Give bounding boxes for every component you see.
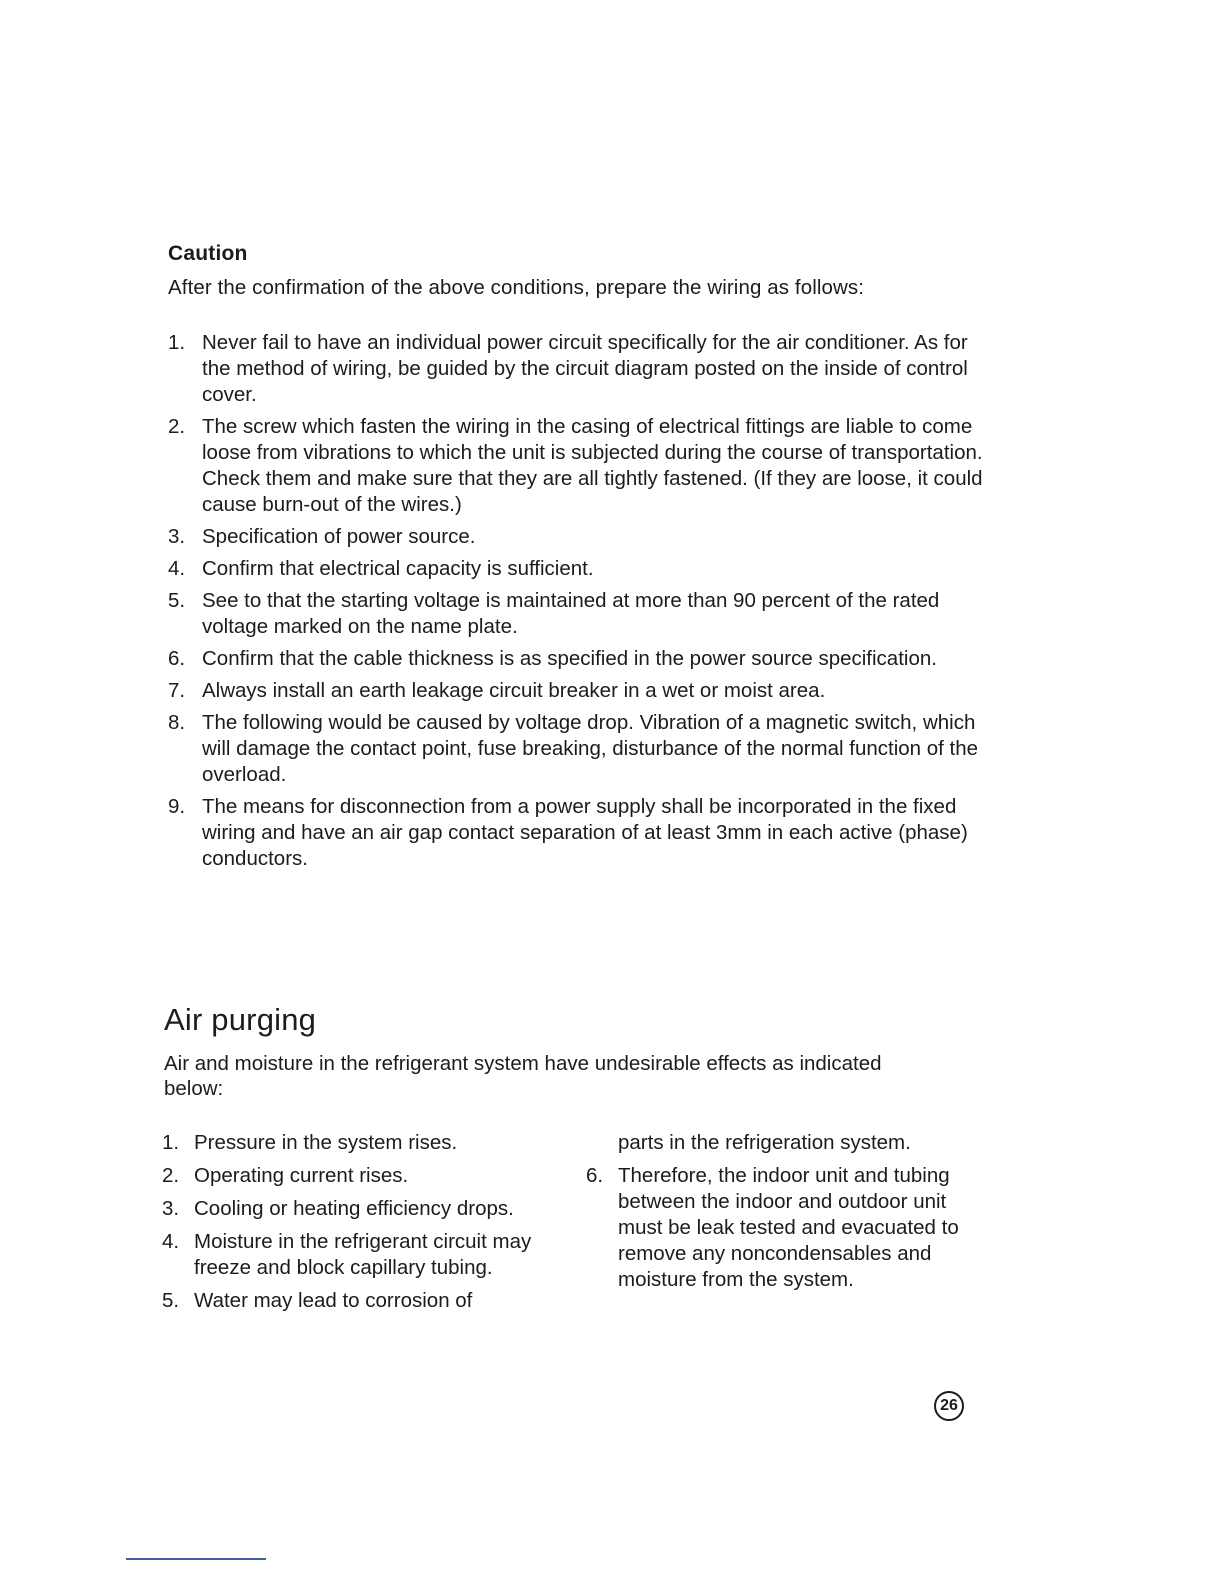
list-item [162,1163,562,1189]
item-number: 1. [162,1131,180,1154]
item-text: The means for disconnection from a power supply shall be incorporated in the fixed wiring and have an air gap contact separation of at least 3mm in each active (phase) conductors. [202,795,968,870]
caution-list [168,330,988,878]
purge-list-right [586,1130,976,1300]
item-number: 7. [168,679,186,702]
item-number: 8. [168,711,186,734]
list-item [168,556,988,582]
item-text: Never fail to have an individual power circuit specifically for the air conditioner. As for the method of wiring, be guided by the circuit diagram posted on the inside of control cover. [202,331,968,406]
list-item [168,646,988,672]
list-item [162,1130,562,1156]
caution-title: Caution [168,242,248,265]
list-item [162,1288,562,1314]
footer-rule [126,1558,266,1560]
section-heading: Air purging [164,1002,317,1037]
item-number: 5. [168,589,186,612]
purge-list-left [162,1130,562,1321]
list-item [168,678,988,704]
item-text: Moisture in the refrigerant circuit may freeze and block capillary tubing. [194,1230,532,1279]
list-item [168,794,988,872]
item-number: 4. [162,1230,180,1253]
item-text: Therefore, the indoor unit and tubing between the indoor and outdoor unit must be leak tested and evacuated to remove any noncondensables and moisture from the system. [618,1164,959,1291]
item-number: 2. [168,415,186,438]
item-text: Pressure in the system rises. [194,1131,458,1154]
item-number: 6. [168,647,186,670]
list-item [168,710,988,788]
item-text: The following would be caused by voltage drop. Vibration of a magnetic switch, which will damage the contact point, fuse breaking, disturbance of the normal function of the overload. [202,711,979,786]
list-item [162,1229,562,1281]
item-text: Confirm that the cable thickness is as specified in the power source specification. [202,647,937,670]
item-text: Water may lead to corrosion of [194,1289,473,1312]
list-item [162,1196,562,1222]
item-number: 3. [168,525,186,548]
caution-intro: After the confirmation of the above conditions, prepare the wiring as follows: [168,276,865,299]
item-text: Confirm that electrical capacity is sufficient. [202,557,594,580]
item-number: 4. [168,557,186,580]
item-text: parts in the refrigeration system. [618,1131,911,1154]
list-item [168,524,988,550]
item-number: 5. [162,1289,180,1312]
list-item [168,330,988,408]
list-item [586,1130,976,1156]
list-item [168,414,988,518]
item-text: Specification of power source. [202,525,476,548]
item-text: Always install an earth leakage circuit breaker in a wet or moist area. [202,679,826,702]
item-text: See to that the starting voltage is maintained at more than 90 percent of the rated voltage marked on the name plate. [202,589,940,638]
item-number: 3. [162,1197,180,1220]
item-number: 1. [168,331,186,354]
item-text: Cooling or heating efficiency drops. [194,1197,514,1220]
item-text: Operating current rises. [194,1164,409,1187]
item-number: 6. [586,1164,604,1187]
list-item [168,588,988,640]
page-number-badge: 26 [934,1391,964,1421]
item-number: 2. [162,1164,180,1187]
item-text: The screw which fasten the wiring in the casing of electrical fittings are liable to come loose from vibrations to which the unit is subjected during the course of transportation. Check them and make sure that they are all tightly fastened. (If they are loose, it could cause burn-out of the wires.) [202,415,983,516]
section-intro: Air and moisture in the refrigerant system have undesirable effects as indicated below: [164,1052,882,1100]
item-number: 9. [168,795,186,818]
list-item [586,1163,976,1293]
